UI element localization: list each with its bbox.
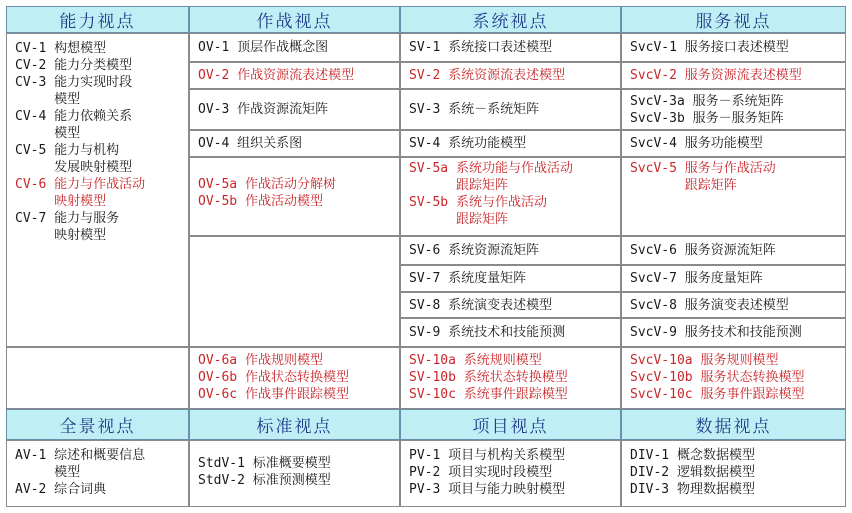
service-row-1: [621, 33, 846, 62]
capability-models: [6, 33, 189, 347]
operational-row-4: [189, 130, 400, 157]
model-entry: PV-3 项目与能力映射模型: [409, 482, 566, 497]
bottom-models-4: [621, 440, 846, 507]
model-entry: SvcV-2 服务资源流表述模型: [630, 68, 802, 83]
system-row-7: [400, 265, 621, 292]
system-row-10: [400, 347, 621, 409]
header-all-viewpoint: 全景视点: [6, 409, 189, 440]
model-entry: CV-4 能力依赖关系: [15, 109, 133, 124]
model-entry: DIV-3 物理数据模型: [630, 482, 755, 497]
model-entry: SvcV-10b 服务状态转换模型: [630, 370, 805, 385]
model-entry: SV-6 系统资源流矩阵: [409, 243, 540, 258]
service-row-6: [621, 236, 846, 265]
model-entry: SvcV-3a 服务－系统矩阵: [630, 93, 784, 109]
model-entry: SV-10b 系统状态转换模型: [409, 370, 568, 385]
model-entry: CV-3 能力实现时段: [15, 75, 133, 90]
model-entry: SvcV-6 服务资源流矩阵: [630, 243, 776, 258]
model-entry: SV-10c 系统事件跟踪模型: [409, 387, 568, 402]
model-entry: DIV-2 逻辑数据模型: [630, 465, 755, 480]
model-entry: 模型: [15, 92, 81, 107]
model-entry: SvcV-4 服务功能模型: [630, 136, 763, 151]
model-entry: PV-1 项目与机构关系模型: [409, 448, 566, 463]
service-row-5: [621, 157, 846, 236]
model-entry: SV-3 系统－系统矩阵: [409, 102, 540, 117]
model-entry: CV-2 能力分类模型: [15, 58, 133, 73]
model-entry: OV-1 顶层作战概念图: [198, 40, 329, 55]
operational-row-1: [189, 33, 400, 62]
operational-row-5: [189, 157, 400, 236]
model-entry: OV-6c 作战事件跟踪模型: [198, 387, 349, 402]
header-standards-viewpoint: 标准视点: [189, 409, 400, 440]
model-entry: 映射模型: [15, 194, 107, 209]
model-entry: SvcV-10a 服务规则模型: [630, 353, 779, 368]
model-entry: DIV-1 概念数据模型: [630, 448, 755, 463]
model-entry: SV-4 系统功能模型: [409, 136, 527, 151]
bottom-models-3: [400, 440, 621, 507]
system-row-2: [400, 62, 621, 89]
model-entry: SvcV-5 服务与作战活动: [630, 161, 776, 176]
model-entry: 跟踪矩阵: [409, 178, 508, 193]
service-row-9: [621, 318, 846, 347]
model-entry: 模型: [15, 126, 81, 141]
capability-empty-row: [6, 347, 189, 409]
model-entry: CV-1 构想模型: [15, 41, 107, 56]
model-entry: OV-5a 作战活动分解树: [198, 177, 336, 192]
model-entry: SV-10a 系统规则模型: [409, 353, 542, 368]
model-entry: PV-2 项目实现时段模型: [409, 465, 553, 480]
model-entry: SvcV-8 服务演变表述模型: [630, 297, 789, 313]
model-entry: OV-6b 作战状态转换模型: [198, 370, 349, 385]
model-entry: SvcV-9 服务技术和技能预测: [630, 325, 802, 340]
model-entry: SvcV-1 服务接口表述模型: [630, 40, 789, 55]
system-row-6: [400, 236, 621, 265]
model-entry: StdV-1 标准概要模型: [198, 456, 331, 471]
header-service-viewpoint: 服务视点: [621, 6, 846, 33]
model-entry: CV-6 能力与作战活动: [15, 177, 146, 192]
model-entry: SV-1 系统接口表述模型: [409, 40, 553, 55]
model-entry: OV-4 组织关系图: [198, 136, 303, 151]
model-entry: 模型: [15, 465, 81, 480]
model-entry: SV-9 系统技术和技能预测: [409, 325, 566, 340]
model-entry: 跟踪矩阵: [409, 212, 508, 227]
model-entry: OV-2 作战资源流表述模型: [198, 68, 355, 83]
model-entry: OV-3 作战资源流矩阵: [198, 102, 329, 117]
operational-row-6: [189, 236, 400, 347]
operational-row-3: [189, 89, 400, 130]
model-entry: AV-2 综合词典: [15, 482, 107, 497]
service-row-3: [621, 89, 846, 130]
bottom-models-1: [6, 440, 189, 507]
model-entry: StdV-2 标准预测模型: [198, 473, 331, 488]
model-entry: 发展映射模型: [15, 160, 133, 175]
model-entry: SV-7 系统度量矩阵: [409, 271, 527, 286]
system-row-4: [400, 130, 621, 157]
model-entry: CV-5 能力与机构: [15, 143, 120, 158]
model-entry: CV-7 能力与服务: [15, 211, 120, 226]
model-entry: OV-5b 作战活动模型: [198, 194, 323, 209]
model-entry: 跟踪矩阵: [630, 178, 737, 193]
header-operational-viewpoint: 作战视点: [189, 6, 400, 33]
model-entry: SvcV-7 服务度量矩阵: [630, 271, 763, 286]
model-entry: 映射模型: [15, 228, 107, 243]
header-project-viewpoint: 项目视点: [400, 409, 621, 440]
system-row-3: [400, 89, 621, 130]
service-row-2: [621, 62, 846, 89]
system-row-9: [400, 318, 621, 347]
bottom-models-2: [189, 440, 400, 507]
service-row-4: [621, 130, 846, 157]
model-entry: OV-6a 作战规则模型: [198, 353, 323, 368]
system-row-8: [400, 292, 621, 318]
model-entry: SV-5b 系统与作战活动: [409, 195, 547, 210]
operational-row-2: [189, 62, 400, 89]
model-entry: SvcV-10c 服务事件跟踪模型: [630, 387, 805, 402]
system-row-1: [400, 33, 621, 62]
system-row-5: [400, 157, 621, 236]
model-entry: SvcV-3b 服务－服务矩阵: [630, 110, 784, 126]
header-data-viewpoint: 数据视点: [621, 409, 846, 440]
model-entry: SV-2 系统资源流表述模型: [409, 68, 566, 83]
model-entry: SV-8 系统演变表述模型: [409, 297, 553, 313]
header-capability-viewpoint: 能力视点: [6, 6, 189, 33]
service-row-8: [621, 292, 846, 318]
header-system-viewpoint: 系统视点: [400, 6, 621, 33]
operational-row-7: [189, 347, 400, 409]
model-entry: AV-1 综述和概要信息: [15, 448, 146, 463]
service-row-7: [621, 265, 846, 292]
model-entry: SV-5a 系统功能与作战活动: [409, 161, 573, 176]
service-row-10: [621, 347, 846, 409]
